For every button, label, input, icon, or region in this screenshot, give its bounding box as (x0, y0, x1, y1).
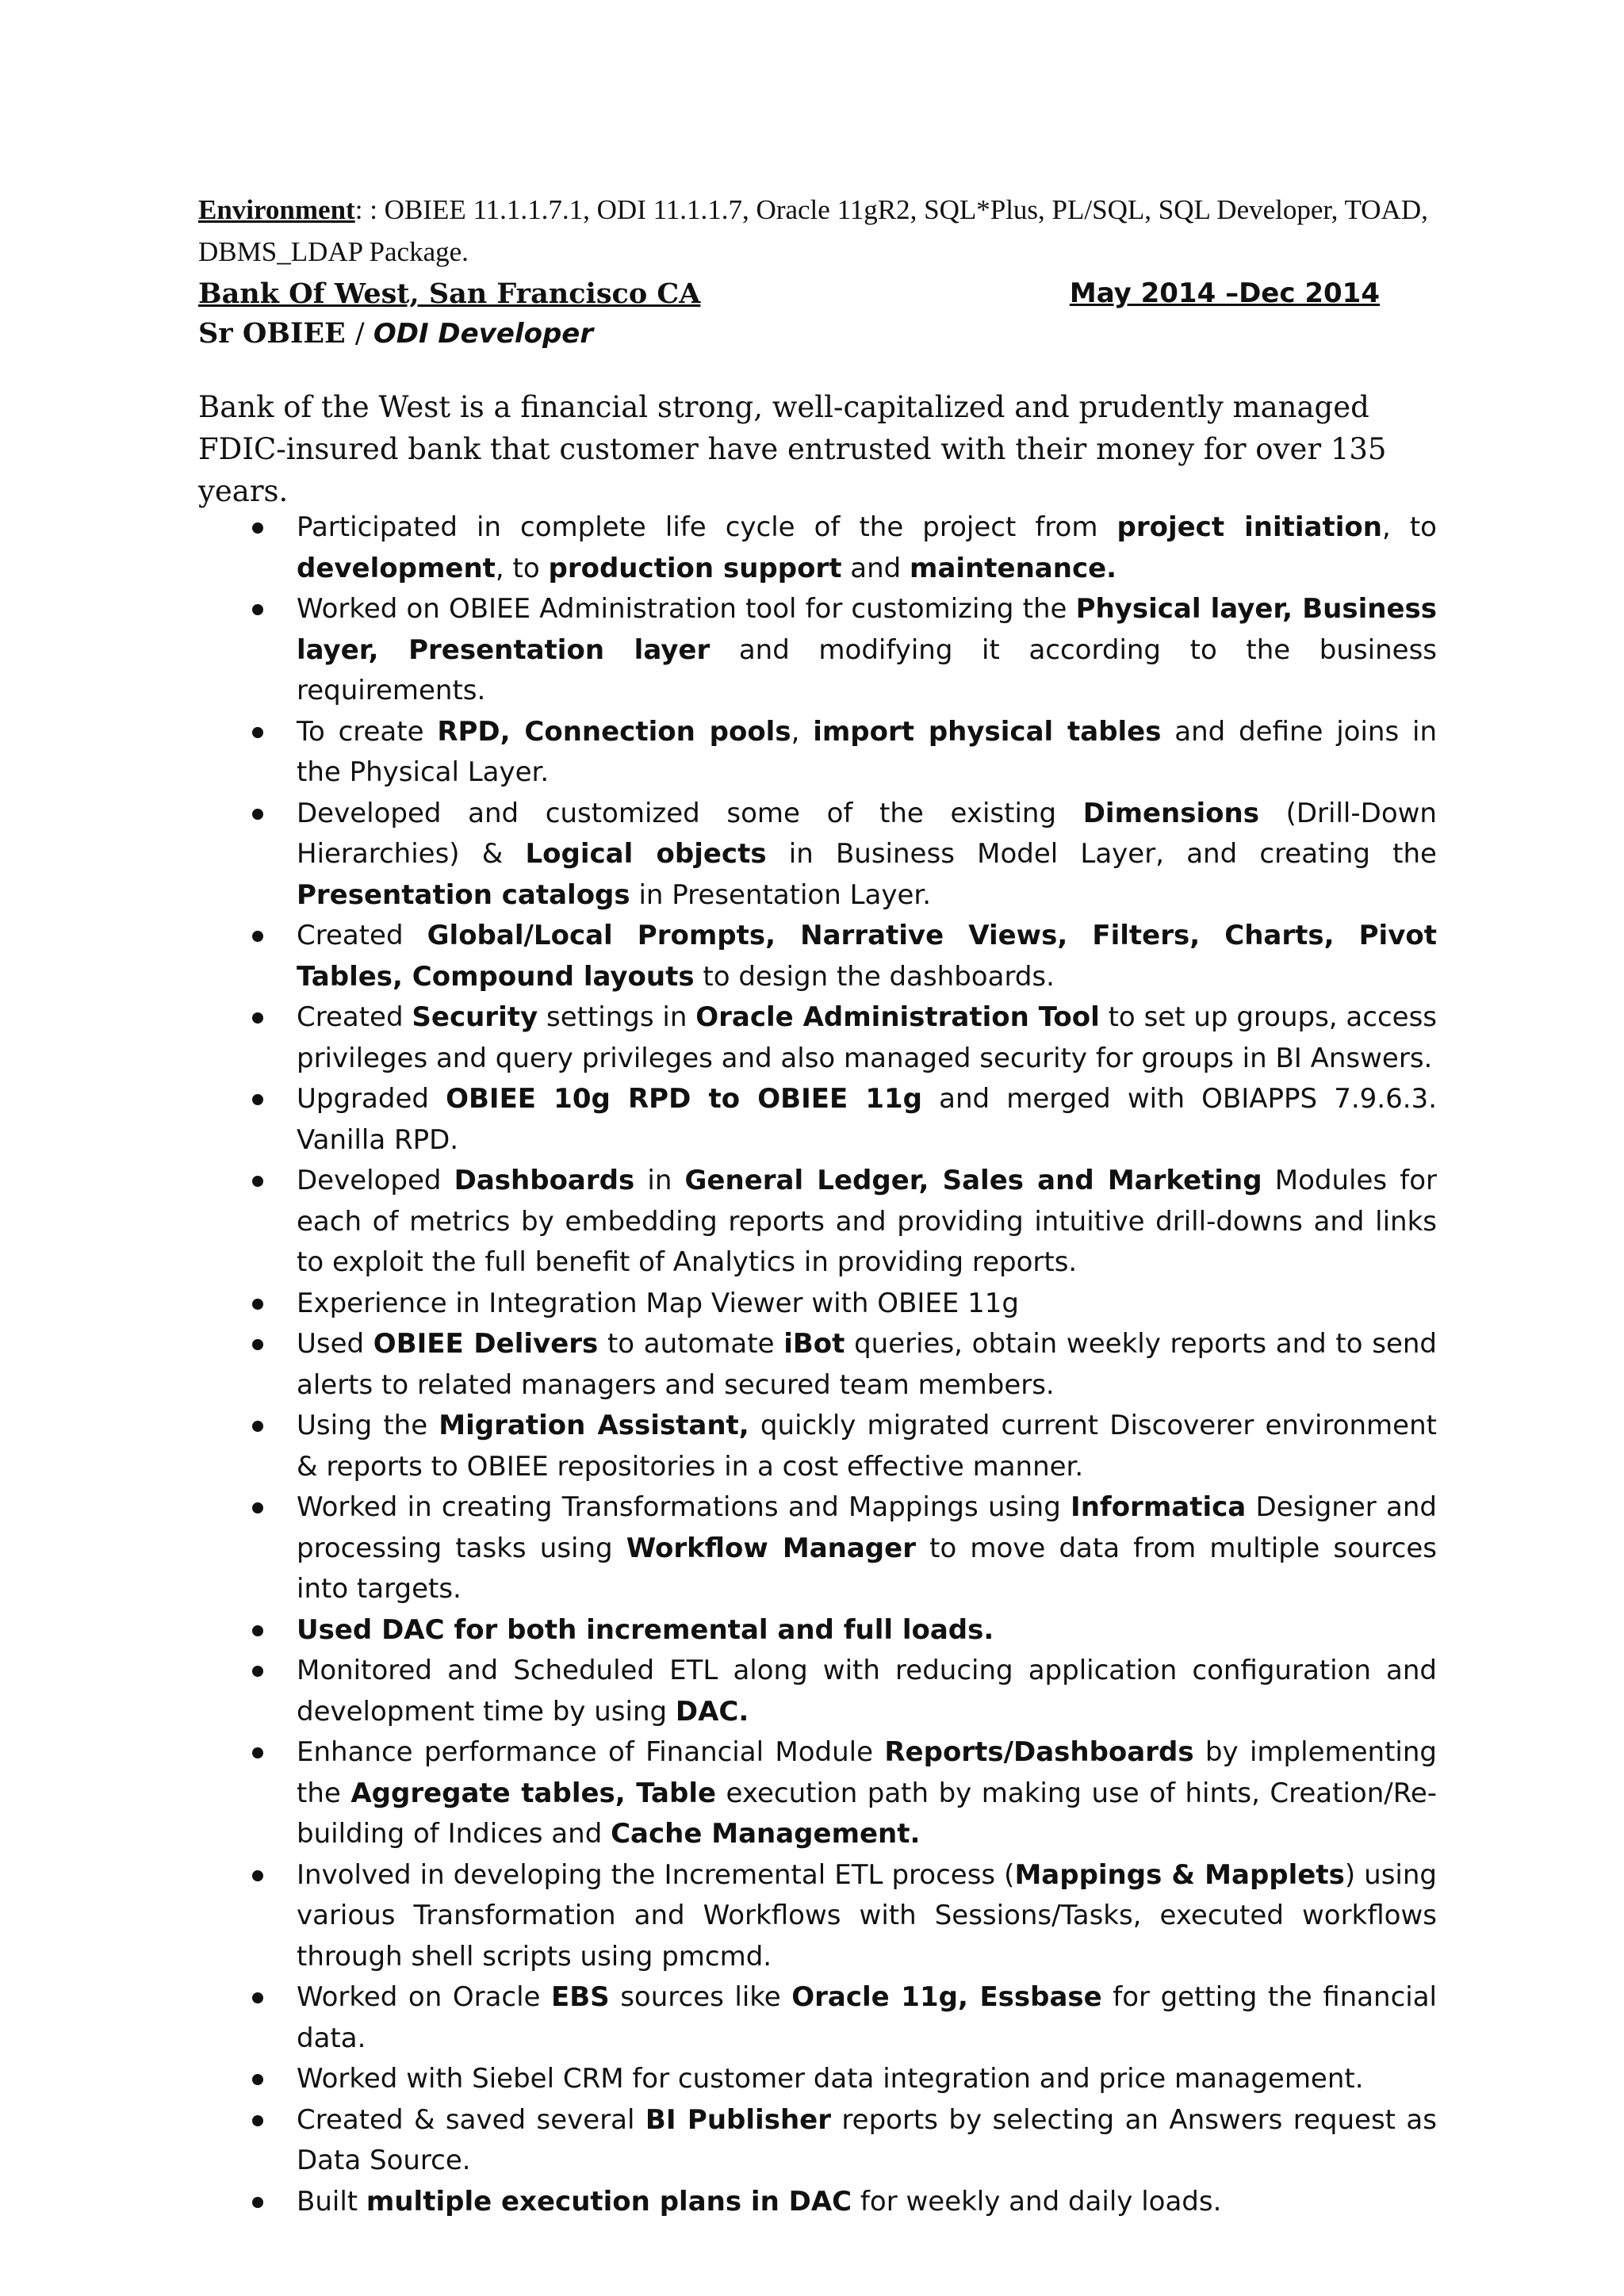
responsibility-item (198, 712, 1437, 794)
bullet-dot-icon (252, 1421, 263, 1432)
text: Worked on OBIEE Administration tool for customizing the (297, 593, 1076, 625)
bold-text: OBIEE Delivers (373, 1328, 599, 1360)
bold-text: General Ledger, Sales and Marketing (684, 1165, 1262, 1196)
responsibility-item (198, 1610, 1437, 1651)
text: for weekly and daily loads. (852, 2185, 1222, 2218)
bullet-dot-icon (252, 1339, 263, 1350)
environment-label: Environment (198, 194, 355, 225)
bold-text: production support (548, 552, 842, 584)
bullet-dot-icon (252, 1870, 263, 1881)
text: Built (297, 2185, 366, 2218)
text: Upgraded (297, 1083, 446, 1115)
text: Worked in creating Transformations and Mappings using (297, 1491, 1071, 1523)
text: Developed and customized some of the existing (297, 797, 1083, 829)
responsibility-item (198, 507, 1437, 589)
bold-text: Oracle 11g, Essbase (791, 1981, 1102, 2013)
text: and (841, 552, 910, 584)
text: settings in (538, 1001, 696, 1033)
responsibility-item (198, 2100, 1437, 2182)
bold-text: Migration Assistant, (439, 1410, 749, 1441)
text: quickly migrated current Discoverer environment & reports to OBIEE repositories in a cost effective manner. (297, 1410, 1437, 1483)
job-title-part1: Sr OBIEE (198, 317, 355, 350)
responsibility-item (198, 2182, 1437, 2223)
bold-text: RPD, Connection pools (437, 715, 791, 748)
text: Monitored and Scheduled ETL along with reducing application configuration and development time by using (297, 1655, 1437, 1728)
responsibility-item (198, 916, 1437, 997)
job-title-part2: ODI Developer (373, 318, 594, 350)
bullet-dot-icon (252, 2115, 263, 2126)
bold-text: Oracle Administration Tool (695, 1001, 1100, 1033)
text: for getting the financial data. (297, 1981, 1437, 2054)
bullet-dot-icon (252, 727, 263, 738)
bold-text: Logical objects (525, 838, 767, 870)
job-title (198, 317, 1380, 357)
bullet-dot-icon (252, 1502, 263, 1513)
text: To create (297, 715, 438, 748)
bold-text: Global/Local Prompts, Narrative Views, Filters, Charts, Pivot Tables, Compound layouts (297, 920, 1437, 993)
bullet-dot-icon (252, 1094, 263, 1105)
text: and modifying it according to the business requirements. (297, 633, 1437, 706)
bold-text: import physical tables (813, 715, 1162, 748)
environment-line (198, 189, 1435, 273)
company-summary: Bank of the West is a financial strong, well-capitalized and prudently managed FDIC-insured bank that customer have entrusted with their money for over 135 years. (198, 390, 1387, 508)
bold-text: Workflow Manager (626, 1532, 916, 1564)
bold-text: Dashboards (454, 1165, 635, 1196)
responsibility-item (198, 1977, 1437, 2059)
responsibility-item (198, 1324, 1437, 1406)
text: to design the dashboards. (694, 960, 1055, 993)
text: (Drill-Down Hierarchies) & (297, 797, 1437, 870)
bold-text: Aggregate tables, Table (350, 1777, 717, 1809)
bullet-dot-icon (252, 1012, 263, 1024)
text: , (791, 715, 814, 748)
text: and define joins in the Physical Layer. (297, 715, 1437, 788)
bullet-dot-icon (252, 1299, 263, 1310)
text: queries, obtain weekly reports and to send alerts to related managers and secured team members. (297, 1328, 1437, 1401)
text: Created (297, 920, 427, 951)
responsibility-item (198, 1732, 1437, 1855)
text: execution path by making use of hints, Creation/Re-building of Indices and (297, 1777, 1438, 1850)
bullet-dot-icon (252, 2074, 263, 2085)
bold-text: Reports/Dashboards (884, 1736, 1194, 1768)
responsibility-item (198, 1161, 1437, 1284)
text: Used (297, 1328, 373, 1360)
bold-text: project initiation (1116, 511, 1382, 543)
environment-text: : : OBIEE 11.1.1.7.1, ODI 11.1.1.7, Oracle 11gR2, SQL*Plus, PL/SQL, SQL Developer, TOAD, DBMS_LDAP Package. (198, 194, 1428, 267)
bullet-dot-icon (252, 2197, 263, 2208)
bold-text: Security (412, 1001, 538, 1033)
text: to move data from multiple sources into targets. (297, 1532, 1437, 1605)
bullet-dot-icon (252, 522, 263, 534)
text: Experience in Integration Map Viewer with OBIEE 11g (297, 1287, 1019, 1319)
bullet-dot-icon (252, 809, 263, 820)
employment-dates: May 2014 –Dec 2014 (1069, 277, 1380, 309)
text: Designer and processing tasks using (297, 1491, 1437, 1564)
bold-text: Dimensions (1082, 797, 1259, 829)
text: Created (297, 1001, 412, 1033)
bold-text: DAC. (675, 1695, 749, 1728)
text: in Presentation Layer. (630, 878, 932, 911)
text: , to (495, 552, 549, 584)
text: Enhance performance of Financial Module (297, 1736, 885, 1768)
bold-text: multiple execution plans in DAC (366, 2185, 852, 2218)
text: to set up groups, access privileges and query privileges and also managed security for groups in BI Answers. (297, 1001, 1437, 1074)
bold-text: Used DAC for both incremental and full loads. (297, 1613, 994, 1646)
bold-text: Mappings & Mapplets (1014, 1858, 1345, 1891)
bullet-dot-icon (252, 1625, 263, 1636)
responsibility-item (198, 794, 1437, 916)
bold-text: maintenance. (910, 552, 1117, 584)
bullet-dot-icon (252, 1666, 263, 1677)
text: Involved in developing the Incremental ETL process ( (297, 1858, 1015, 1891)
text: by implementing the (297, 1736, 1437, 1809)
bullet-dot-icon (252, 1176, 263, 1187)
bullet-dot-icon (252, 931, 263, 942)
bullet-dot-icon (252, 604, 263, 615)
text: in Business Model Layer, and creating the (766, 838, 1437, 870)
text: Using the (297, 1410, 439, 1441)
bold-text: Presentation catalogs (297, 878, 630, 911)
text: ) using various Transformation and Workflows with Sessions/Tasks, executed workflows through shell scripts using pmcmd. (297, 1858, 1437, 1973)
responsibility-item (198, 1079, 1437, 1161)
job-title-slash: / (354, 318, 373, 350)
bold-text: Physical layer, Business layer, Presentation layer (297, 593, 1437, 666)
text: in (634, 1165, 685, 1196)
text: Worked on Oracle (297, 1981, 552, 2013)
job-header (198, 277, 1380, 317)
responsibility-item (198, 1406, 1437, 1487)
responsibility-item (198, 1651, 1437, 1732)
text: sources like (609, 1981, 792, 2013)
responsibility-item (198, 2059, 1437, 2100)
responsibility-item (198, 589, 1437, 712)
company-name: Bank Of West, San Francisco CA (198, 277, 701, 310)
bullet-dot-icon (252, 1747, 263, 1758)
bold-text: development (297, 552, 496, 584)
text: Created & saved several (297, 2103, 645, 2136)
responsibility-item (198, 1487, 1437, 1610)
responsibilities-list (198, 507, 1437, 2222)
responsibility-item (198, 1855, 1437, 1978)
responsibility-item (198, 1284, 1437, 1325)
text: Modules for each of metrics by embedding reports and providing intuitive drill-downs and links to exploit the full benefit of Analytics in providing reports. (297, 1165, 1437, 1278)
text: to automate (598, 1328, 784, 1360)
bold-text: OBIEE 10g RPD to OBIEE 11g (446, 1083, 922, 1115)
text: Worked with Siebel CRM for customer data integration and price management. (297, 2063, 1364, 2095)
text: Participated in complete life cycle of the project from (297, 511, 1117, 543)
text: Developed (297, 1165, 454, 1196)
bullet-dot-icon (252, 1992, 263, 2003)
bold-text: iBot (783, 1328, 845, 1360)
text: and merged with OBIAPPS 7.9.6.3. Vanilla RPD. (297, 1083, 1437, 1156)
bold-text: Cache Management. (611, 1818, 921, 1850)
responsibility-item (198, 997, 1437, 1079)
bold-text: BI Publisher (645, 2103, 831, 2136)
bold-text: Informatica (1071, 1491, 1247, 1523)
bold-text: EBS (551, 1981, 610, 2013)
text: , to (1382, 511, 1437, 543)
text: reports by selecting an Answers request as Data Source. (297, 2103, 1437, 2176)
